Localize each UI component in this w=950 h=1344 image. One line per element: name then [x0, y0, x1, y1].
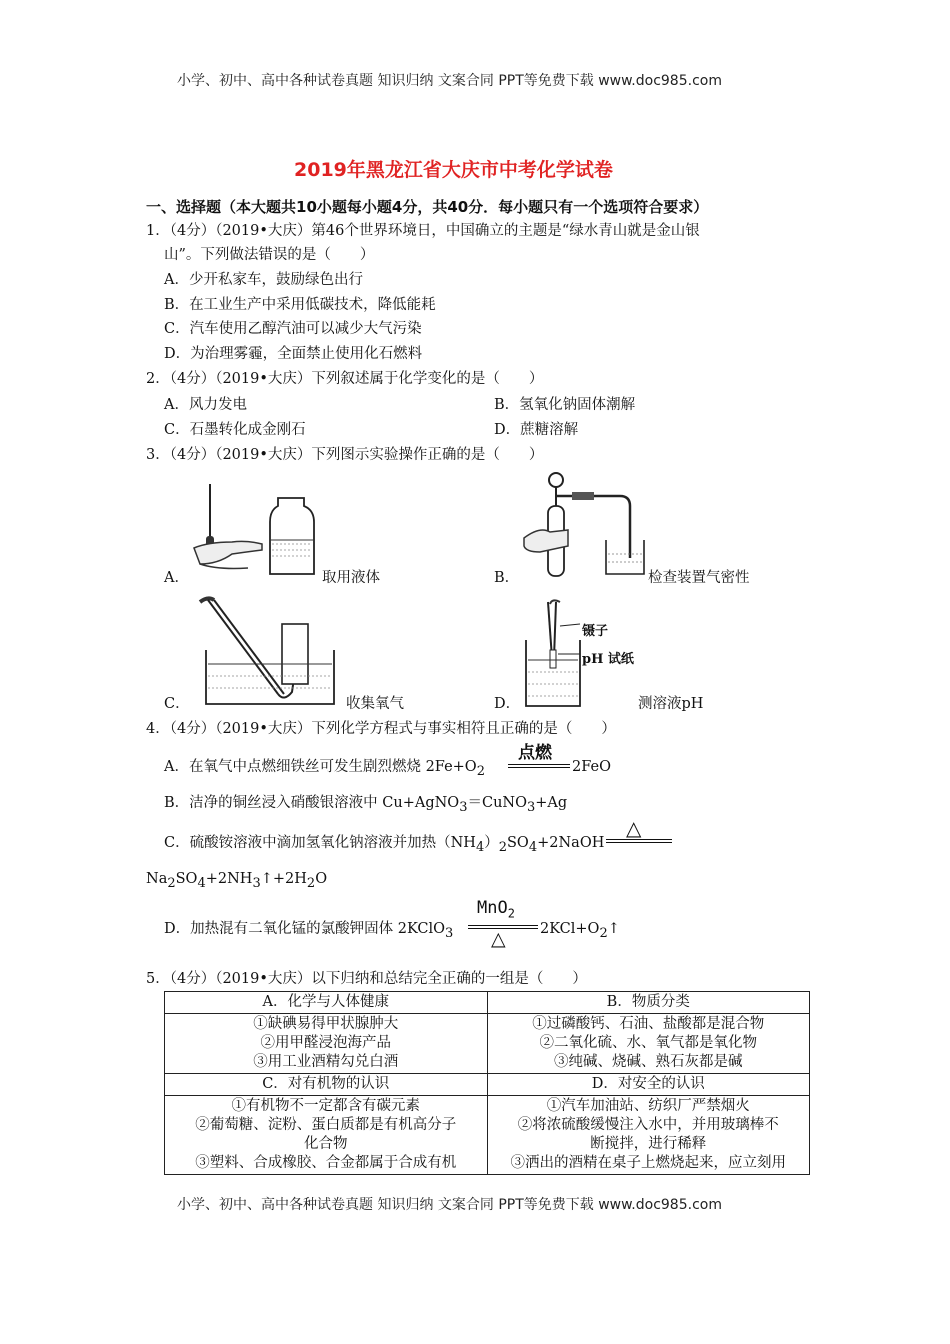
q4-option-b — [164, 792, 567, 819]
q5-c-item: ②葡萄糖、淀粉、蛋白质都是有机高分子 — [195, 1117, 457, 1133]
q4-stem: 4．（4分）（2019•大庆）下列化学方程式与事实相符且正确的是（ ） — [146, 721, 616, 737]
q4-c-sub2: 2 — [498, 839, 507, 855]
q4-c2-s1: 2 — [167, 875, 176, 891]
q3-d-label-tweezers: 镊子 — [582, 624, 609, 639]
q4-c-sub3: 4 — [528, 839, 538, 855]
q3-option-a-letter: A． — [164, 570, 189, 586]
q3-figure-d — [522, 596, 584, 710]
q4-b-sub1: 3 — [459, 799, 468, 815]
q5-b-item: ③纯碱、烧碱、熟石灰都是碱 — [554, 1054, 743, 1070]
q5-d-head: D．对安全的认识 — [487, 1074, 810, 1096]
q4-c-post: +2NaOH — [537, 835, 605, 851]
q4-c2-s3: 3 — [252, 875, 261, 891]
q4-a-product: 2FeO — [572, 759, 611, 775]
q3-figure-c — [192, 594, 342, 710]
section-heading: 一、选择题（本大题共10小题每小题4分，共40分．每小题只有一个选项符合要求） — [146, 198, 709, 216]
q4-c-mid1: ） — [484, 835, 499, 851]
q4-d-products — [540, 918, 620, 945]
q5-c-item: ①有机物不一定都含有碳元素 — [231, 1098, 420, 1114]
q5-c-items — [165, 1096, 488, 1175]
q2-option-d: D．蔗糖溶解 — [494, 422, 579, 438]
q4-d-sub2: 2 — [599, 925, 608, 941]
q5-table — [164, 991, 810, 1175]
page-header: 小学、初中、高中各种试卷真题 知识归纳 文案合同 PPT等免费下载 www.doc985.com — [177, 73, 722, 89]
q5-c-item: ③塑料、合成橡胶、合金都属于合成有机 — [195, 1155, 457, 1171]
q4-c2-s4: 2 — [306, 875, 316, 891]
q3-option-b-letter: B． — [494, 570, 520, 586]
q4-c2-d: ↑+2H — [260, 871, 307, 887]
q4-option-c — [164, 832, 604, 859]
q1-stem-line2: 山”。下列做法错误的是（ ） — [164, 247, 375, 263]
q3-option-c-caption: 收集氧气 — [346, 696, 404, 712]
q2-option-b: B．氢氧化钠固体潮解 — [494, 397, 636, 413]
q5-b-items — [487, 1014, 810, 1074]
q2-stem: 2．（4分）（2019•大庆）下列叙述属于化学变化的是（ ） — [146, 371, 544, 387]
q4-b-pre: B．洁净的铜丝浸入硝酸银溶液中 Cu+AgNO — [164, 795, 460, 811]
q5-b-item: ①过磷酸钙、石油、盐酸都是混合物 — [532, 1016, 765, 1032]
q4-c-mid2: SO — [507, 835, 529, 851]
q3-d-label-ph-paper: pH 试纸 — [582, 652, 634, 667]
q5-d-item: 断搅拌，进行稀释 — [590, 1136, 707, 1152]
q3-stem: 3．（4分）（2019•大庆）下列图示实验操作正确的是（ ） — [146, 447, 544, 463]
q5-a-items — [165, 1014, 488, 1074]
q5-a-item: ①缺碘易得甲状腺肿大 — [253, 1016, 399, 1032]
q5-a-item: ③用工业酒精勾兑白酒 — [253, 1054, 399, 1070]
q5-b-head: B．物质分类 — [487, 992, 810, 1014]
page-footer: 小学、初中、高中各种试卷真题 知识归纳 文案合同 PPT等免费下载 www.doc985.com — [177, 1197, 722, 1213]
page-title: 2019年黑龙江省大庆市中考化学试卷 — [294, 159, 613, 181]
q4-option-a — [164, 756, 485, 783]
q1-option-d: D．为治理雾霾，全面禁止使用化石燃料 — [164, 346, 423, 362]
q4-a-text: A．在氧气中点燃细铁丝可发生剧烈燃烧 2Fe+O — [164, 759, 477, 775]
q3-option-d-letter: D． — [494, 696, 521, 712]
q3-option-a-caption: 取用液体 — [322, 570, 380, 586]
q4-c2-a: Na — [146, 871, 168, 887]
q4-d-condition-top — [477, 898, 515, 920]
q4-c-equals-bar — [606, 839, 672, 843]
q4-a-equals-bar — [508, 764, 570, 768]
q5-table-row — [165, 1096, 810, 1175]
q4-d-pre: D．加热混有二氧化锰的氯酸钾固体 2KClO — [164, 921, 446, 937]
q4-c-pre: C．硫酸铵溶液中滴加氢氧化钠溶液并加热（NH — [164, 835, 476, 851]
q4-d-post: 2KCl+O — [540, 921, 600, 937]
q5-table-row — [165, 1014, 810, 1074]
q4-c-products — [146, 868, 327, 895]
q3-figure-b — [520, 466, 650, 580]
q1-option-b: B．在工业生产中采用低碳技术，降低能耗 — [164, 297, 436, 313]
q3-option-c-letter: C． — [164, 696, 190, 712]
q4-option-d — [164, 918, 453, 945]
q4-b-post: +Ag — [535, 795, 568, 811]
q3-option-b-caption: 检查装置气密性 — [648, 570, 750, 586]
q4-c2-c: +2NH — [205, 871, 253, 887]
q5-c-item: 化合物 — [304, 1136, 348, 1152]
q5-stem: 5．（4分）（2019•大庆）以下归纳和总结完全正确的一组是（ ） — [146, 971, 587, 987]
q1-option-c: C．汽车使用乙醇汽油可以减少大气污染 — [164, 321, 422, 337]
q4-d-cond-top-sub: 2 — [507, 906, 515, 921]
q4-c-condition: △ — [626, 816, 642, 840]
q5-d-items — [487, 1096, 810, 1175]
q3-figure-a — [188, 480, 320, 580]
q4-b-sub2: 3 — [526, 799, 536, 815]
q2-option-a: A．风力发电 — [164, 397, 247, 413]
q4-a-sub: 2 — [476, 763, 485, 779]
q5-table-row — [165, 1074, 810, 1096]
q4-d-condition-bottom: △ — [491, 928, 506, 950]
q2-option-c: C．石墨转化成金刚石 — [164, 422, 306, 438]
q4-c2-s2: 4 — [197, 875, 206, 891]
q4-c-sub1: 4 — [475, 839, 485, 855]
q1-option-a: A．少开私家车，鼓励绿色出行 — [164, 272, 363, 288]
q5-table-row — [165, 992, 810, 1014]
q4-c2-b: SO — [175, 871, 198, 887]
q3-option-d-caption: 测溶液pH — [638, 696, 704, 712]
q5-d-item: ②将浓硫酸缓慢注入水中，并用玻璃棒不 — [517, 1117, 779, 1133]
q5-d-item: ③洒出的酒精在桌子上燃烧起来，应立刻用 — [510, 1155, 786, 1171]
q5-b-item: ②二氧化硫、水、氧气都是氧化物 — [539, 1035, 757, 1051]
q4-d-cond-top-text: MnO — [477, 898, 508, 918]
q4-b-mid: ＝CuNO — [467, 795, 527, 811]
q5-a-item: ②用甲醛浸泡海产品 — [260, 1035, 391, 1051]
q5-a-head: A．化学与人体健康 — [165, 992, 488, 1014]
q4-d-arrow: ↑ — [607, 921, 620, 937]
q4-d-sub1: 3 — [445, 925, 454, 941]
q4-c2-e: O — [315, 871, 328, 887]
q5-c-head: C．对有机物的认识 — [165, 1074, 488, 1096]
q5-d-item: ①汽车加油站、纺织厂严禁烟火 — [546, 1098, 750, 1114]
q4-a-condition: 点燃 — [518, 743, 552, 763]
q1-stem-line1: 1．（4分）（2019•大庆）第46个世界环境日，中国确立的主题是“绿水青山就是金山银 — [146, 223, 700, 239]
